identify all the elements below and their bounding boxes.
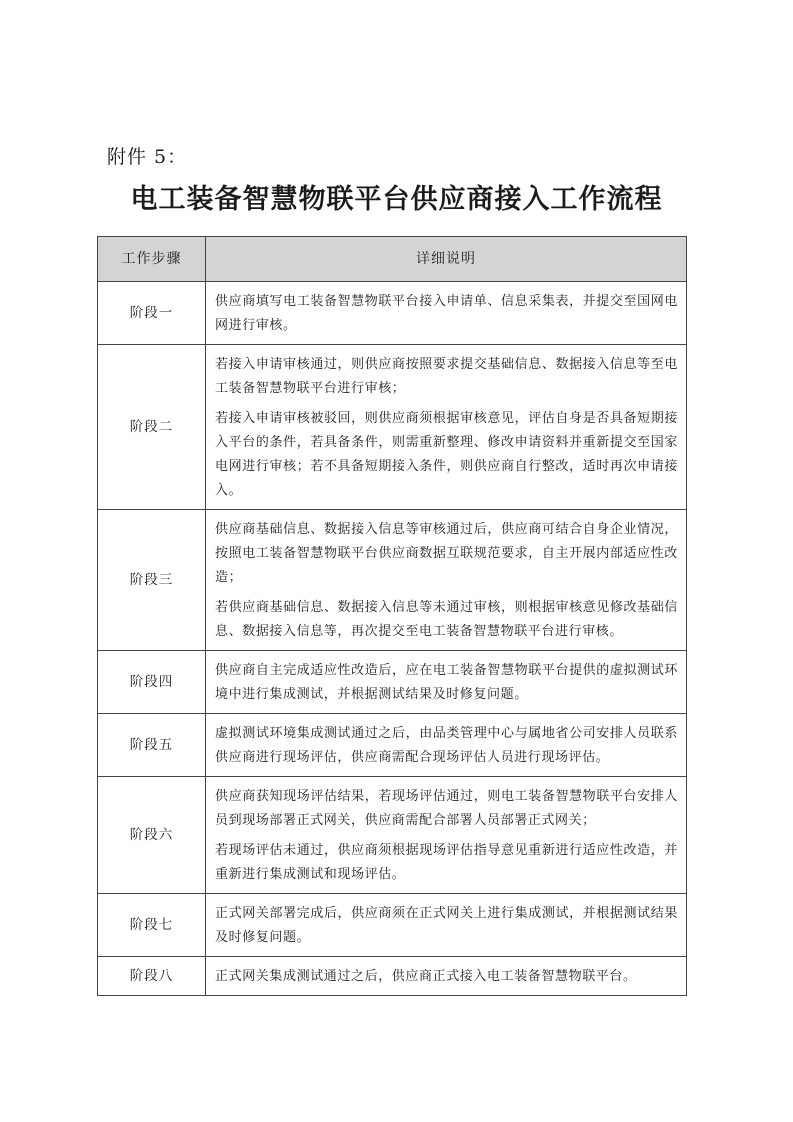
description-paragraph: 若供应商基础信息、数据接入信息等未通过审核，则根据审核意见修改基础信息、数据接入信息等，再次提交至电工装备智慧物联平台进行审核。 (215, 600, 678, 639)
step-cell: 阶段一 (98, 282, 206, 345)
header-description: 详细说明 (206, 237, 687, 282)
step-cell: 阶段八 (98, 957, 206, 996)
table-header-row (98, 237, 687, 282)
description-cell (206, 894, 687, 957)
step-cell: 阶段四 (98, 651, 206, 714)
table-row (98, 282, 687, 345)
table-row (98, 777, 687, 894)
step-cell: 阶段二 (98, 345, 206, 510)
step-cell: 阶段三 (98, 510, 206, 651)
description-paragraph: 供应商基础信息、数据接入信息等审核通过后，供应商可结合自身企业情况，按照电工装备智慧物联平台供应商数据互联规范要求，自主开展内部适应性改造； (215, 522, 678, 585)
description-cell (206, 714, 687, 777)
table-row (98, 345, 687, 510)
description-cell (206, 345, 687, 510)
document-title: 电工装备智慧物联平台供应商接入工作流程 (130, 184, 663, 215)
table-row (98, 651, 687, 714)
description-paragraph: 正式网关部署完成后，供应商须在正式网关上进行集成测试，并根据测试结果及时修复问题。 (215, 906, 678, 945)
table-row (98, 510, 687, 651)
description-paragraph: 供应商自主完成适应性改造后，应在电工装备智慧物联平台提供的虚拟测试环境中进行集成测试，并根据测试结果及时修复问题。 (215, 663, 678, 702)
description-cell (206, 510, 687, 651)
description-paragraph: 若现场评估未通过，供应商须根据现场评估指导意见重新进行适应性改造，并重新进行集成测试和现场评估。 (215, 843, 678, 882)
description-paragraph: 供应商填写电工装备智慧物联平台接入申请单、信息采集表，并提交至国网电网进行审核。 (215, 294, 678, 333)
header-step: 工作步骤 (98, 237, 206, 282)
description-cell (206, 777, 687, 894)
description-cell (206, 282, 687, 345)
description-cell (206, 651, 687, 714)
table-row (98, 957, 687, 996)
table-row (98, 714, 687, 777)
description-paragraph: 若接入申请审核通过，则供应商按照要求提交基础信息、数据接入信息等至电工装备智慧物联平台进行审核； (215, 357, 678, 396)
description-paragraph: 正式网关集成测试通过之后，供应商正式接入电工装备智慧物联平台。 (215, 969, 637, 984)
step-cell: 阶段六 (98, 777, 206, 894)
description-paragraph: 若接入申请审核被驳回，则供应商须根据审核意见，评估自身是否具备短期接入平台的条件，若具备条件，则需重新整理、修改申请资料并重新提交至国家电网进行审核；若不具备短期接入条件，则供应商自行整改，适时再次申请接入。 (215, 411, 678, 498)
description-paragraph: 虚拟测试环境集成测试通过之后，由品类管理中心与属地省公司安排人员联系供应商进行现场评估，供应商需配合现场评估人员进行现场评估。 (215, 726, 678, 765)
description-paragraph: 供应商获知现场评估结果，若现场评估通过，则电工装备智慧物联平台安排人员到现场部署正式网关，供应商需配合部署人员部署正式网关； (215, 789, 678, 828)
step-cell: 阶段七 (98, 894, 206, 957)
attachment-label: 附件 5： (107, 146, 188, 168)
step-cell: 阶段五 (98, 714, 206, 777)
workflow-table (97, 236, 687, 996)
table-row (98, 894, 687, 957)
description-cell (206, 957, 687, 996)
